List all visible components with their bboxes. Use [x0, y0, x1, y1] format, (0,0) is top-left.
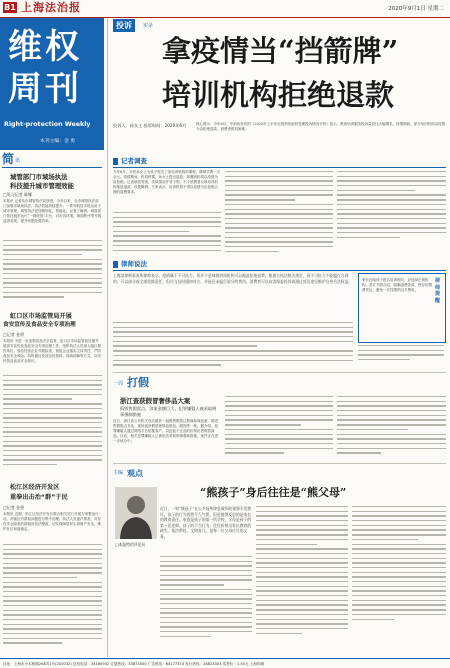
section-marker-icon — [113, 158, 118, 165]
column-tag-label: 投诉 — [113, 19, 135, 32]
brief-3-title-line1: 松江区经济开发区 — [10, 484, 60, 491]
weekly-body-col3 — [337, 396, 446, 460]
headline-line1: 拿疫情当“挡箭牌” — [162, 34, 399, 68]
weekly-label: 一周 — [113, 381, 124, 387]
opinion-body: 近日，一则“熊孩子”在公共场所肆意破坏的视频引发热议。孩子的行为固然令人气愤，但更值得反思的是家长的教育责任。家庭是孩子的第一所学校，父母是孩子的第一任老师。孩子的不当行为，往往折射出家长教育的缺失。依法带娃、文明育儿，是每一位父母应尽的义务。 — [160, 506, 252, 539]
section-1-body: 今年6月，市民孙女士为孩子报名了某培训机构的课程，缴纳学费一万余元。疫情期间，机构停课，孙女士提出退款，却遭到机构以疫情为由拒绝。记者调查发现，类似情况并非个例，不少消费者反映培训机构拖延退款、设置障碍。专家表示，培训机构不得以疫情为由拒绝合理的退费要求。 — [113, 170, 221, 195]
brief-3-reporter: □记者 金勇 — [3, 505, 25, 510]
weekly-title: 打假 — [127, 376, 149, 389]
brief-1-title-line2: 科技提升城市管理效能 — [10, 182, 74, 190]
section-title-english: Right-protection Weekly — [4, 121, 91, 128]
brief-3-title-line2: 重拳出击治“群”于民 — [10, 494, 68, 501]
section-marker-icon — [113, 261, 118, 268]
section-2-body-continued — [113, 322, 353, 370]
masthead — [0, 0, 450, 18]
footer-bar: 社址：上海市小木桥路268弄1号(200032) 总机电话：34160932 订阅热线：33875000 广告热线：64177374 发行热线：28823303 零售价：1.50元 上海印刷 — [0, 658, 450, 668]
brief-label — [2, 152, 20, 166]
weekly-headline: 浙江查获假冒奢侈品大案 — [120, 397, 191, 405]
reminder-text: 家长在给孩子报名培训班时，应选择正规机构，签订书面合同，明确退费条款，保存好缴费凭证，避免一次性缴纳过多费用。 — [362, 278, 432, 293]
weekly-subheadline: 捣毁售假窝点，涉案金额巨大，犯罪嫌疑人被采取刑事强制措施 — [120, 406, 217, 417]
section-title-block — [0, 18, 104, 150]
opinion-headline: “熊孩子”身后往往是“熊父母” — [200, 486, 347, 499]
page-code: B1 — [4, 3, 16, 12]
date-line: 2020年9月1日 星期二 — [388, 6, 444, 12]
complainant-byline: 投诉人：孙女士 投诉时间：2020年6月 — [113, 123, 187, 128]
column-tag-sub: 实录 — [143, 23, 154, 29]
brief-1-body: 本报讯 记者从市城管执法局获悉，今年以来，全市城管执法部门加强市域场执法，执法效能持续提升。一系列科技手段运用于城市管理，城管执法更加精细化、智能化。记者了解到，城管部门依托城市运行“一网统管”平台，对市容环境、街面秩序等开展巡查发现，提升问题处置效率。 — [3, 199, 102, 224]
section-2-title: 律师说法 — [121, 260, 147, 268]
brief-1-reporter: □见习记者 陈娜 — [3, 192, 33, 197]
brief-2-title-line1: 虹口区市场监管局开展 — [10, 313, 72, 320]
section-title-line1: 维权 — [8, 27, 82, 67]
brief-3-body: 本报讯 近期，松江区经济开发区联合相关部门开展专项整治行动，对辖区内群租问题进行集中治理。执法人员逐户排查，对存在安全隐患的群租房依法整改，切实保障居民生命财产安全，维护社区和谐稳定。 — [3, 512, 101, 532]
opinion-body-col1-continued — [160, 556, 252, 652]
section-1-title: 记者调查 — [121, 157, 147, 165]
opinion-label-char: 观点 — [127, 468, 143, 478]
brief-1-body-continued — [3, 240, 102, 306]
opinion-author-photo — [115, 487, 157, 539]
opinion-label: 主编 — [113, 470, 124, 476]
weekly-section-label — [113, 376, 173, 390]
brief-label-char1: 简 — [2, 152, 15, 166]
headline-line2: 培训机构拒绝退款 — [162, 78, 395, 112]
section-editor: 本刊主编：金 勇 — [40, 139, 76, 144]
opinion-body-col3 — [352, 506, 446, 652]
weekly-body-col2 — [225, 396, 333, 460]
brief-2-body-continued — [3, 375, 102, 475]
newspaper-name: 上海法治报 — [21, 1, 81, 14]
brief-divider — [2, 167, 102, 168]
brief-label-char2: 讯 — [15, 158, 21, 164]
brief-1-title-line1: 城管部门市域场执法 — [10, 173, 68, 181]
column-tag — [113, 19, 173, 32]
brief-2-reporter: □记者 金勇 — [3, 332, 25, 337]
intro-text: 核心提示：今年6月，中消协发布的《2020年上半年全国消协组织受理投诉情况分析》显示，教育培训服务投诉量同比大幅增长。疫情期间，部分培训机构以疫情为由拒绝退款，消费者维权困难。 — [196, 122, 446, 132]
main-divider-2 — [113, 463, 446, 464]
weekly-body: 近日，浙江省公安机关成功破获一起销售假冒注册商标商品案，捣毁售假窝点多处，现场查获假冒奢侈品箱包、服饰等一批。据介绍，犯罪嫌疑人通过网络平台招揽客户，以远低于正品的价格出售假冒商品。目前，相关犯罪嫌疑人已被依法采取刑事强制措施，案件正在进一步侦办中。 — [113, 419, 218, 444]
section-1-col1-continued — [113, 212, 221, 258]
section-1-col3 — [337, 171, 446, 259]
opinion-section-label — [113, 467, 173, 479]
section-title-line2: 周刊 — [8, 69, 82, 109]
section-lawyer-opinion — [113, 260, 446, 271]
section-2-right-col — [358, 345, 444, 370]
left-column — [0, 18, 104, 657]
column-divider — [107, 18, 108, 657]
section-2-body: 上海某律师事务所律师表示，疫情属于不可抗力，但并不意味着培训机构可以据此拒绝退费。根据合同法相关规定，因不可抗力不能履行合同的，可以部分或全部免除责任，但应当及时通知对方，并退还未履行部分的费用。消费者可以向消保委投诉或通过诉讼途径维护自身合法权益。 — [113, 273, 353, 284]
brief-2-title-line2: 食安宣传及食品安全专项治理 — [3, 322, 76, 328]
main-divider-1 — [113, 372, 446, 373]
lawyer-reminder-box — [358, 273, 446, 343]
section-1-col2 — [225, 171, 333, 259]
brief-2-body: 本报讯 为进一步加强食品安全监管，虹口区市场监管局近期开展食安宣传及食品安全专项治理工作，组织执法人员深入辖区餐饮单位、食品经营企业开展检查，督促企业落实主体责任，严防食品安全风险。同时通过发放宣传资料、现场讲解等方式，向市民普及食品安全知识。 — [3, 339, 101, 364]
section-reporter-investigation — [113, 157, 446, 168]
opinion-author: □本报特约评论员 — [115, 542, 146, 547]
opinion-body-col2 — [256, 506, 348, 652]
brief-3-body-continued — [3, 544, 102, 654]
author-portrait-icon — [115, 487, 157, 539]
reminder-label: 律师提醒 — [435, 278, 441, 304]
